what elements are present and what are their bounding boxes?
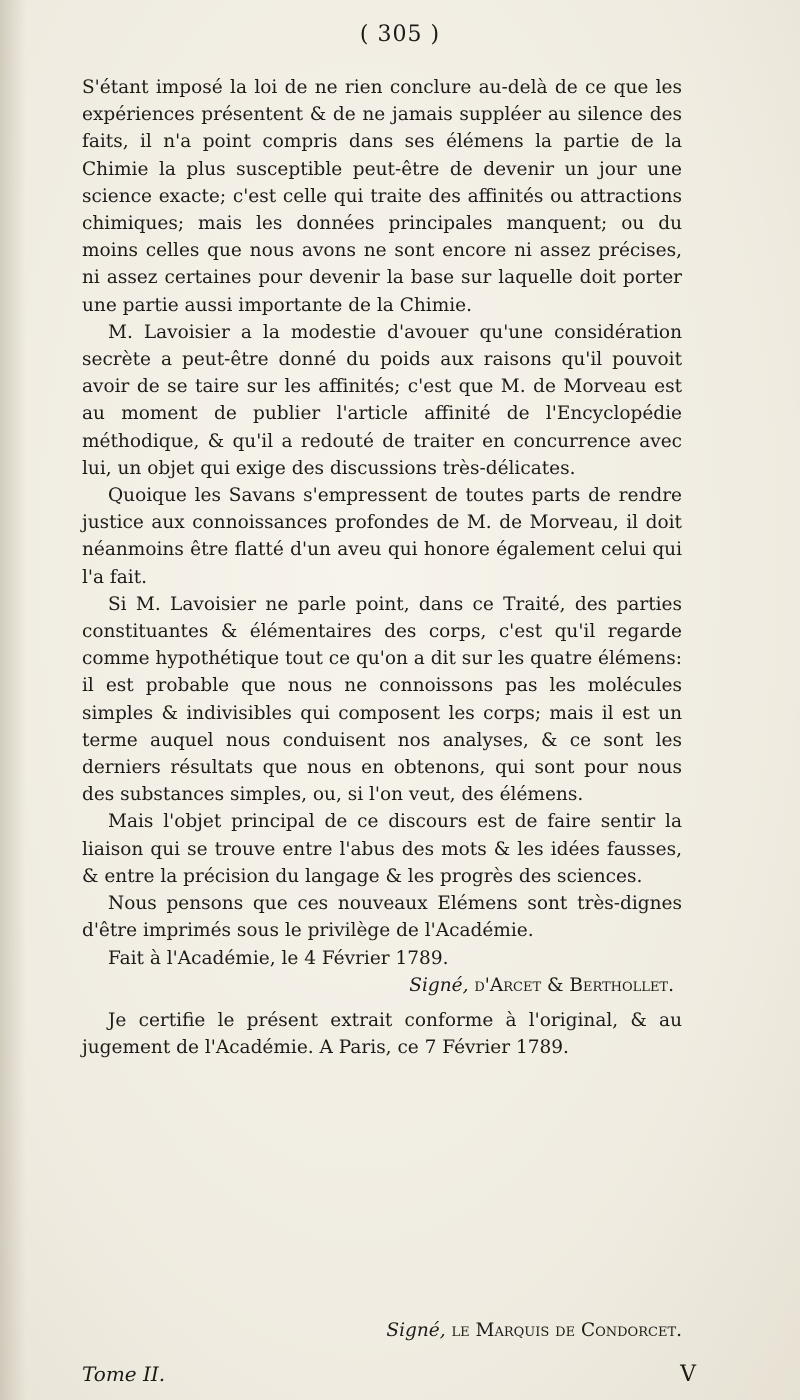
final-signature-label: Signé, bbox=[386, 1320, 446, 1341]
final-signature-name: le Marquis de Condorcet. bbox=[451, 1320, 682, 1341]
signed-by bbox=[82, 972, 682, 999]
page-number: ( 305 ) bbox=[359, 22, 441, 47]
paragraph-5: Mais l'objet principal de ce discours est de faire sentir la liaison qui se trouve entre l'abus des mots & les idées fausses, & entre la précision du langage & les progrès des sciences. bbox=[82, 811, 682, 887]
signer-names: d'Arcet & Berthollet. bbox=[474, 974, 674, 996]
paragraph-1: S'étant imposé la loi de ne rien conclure au-delà de ce que les expériences présentent & de ne jamais suppléer au silence des faits, il n'a point compris dans ses élémens la partie de la Chimie la plus susceptible peut-être de devenir un jour une science exacte; c'est celle qui traite des affinités ou attractions chimiques; mais les données principales manquent; ou du moins celles que nous avons ne sont encore ni assez précises, ni assez certaines pour devenir la base sur laquelle doit porter une partie aussi importante de la Chimie. bbox=[82, 77, 682, 316]
main-text bbox=[82, 74, 682, 1061]
certification: Je certifie le présent extrait conforme à l'original, & au jugement de l'Académie. A Paris, ce 7 Février 1789. bbox=[82, 1009, 682, 1059]
paragraph-6: Nous pensons que ces nouveaux Elémens sont très-dignes d'être imprimés sous le privilège de l'Académie. bbox=[82, 893, 682, 942]
volume-label: Tome II. bbox=[82, 1362, 166, 1386]
paragraph-3: Quoique les Savans s'empressent de toutes parts de rendre justice aux connoissances profondes de M. de Morveau, il doit néanmoins être flatté d'un aveu qui honore également celui qui l'a fait. bbox=[82, 485, 682, 588]
paragraph-4: Si M. Lavoisier ne parle point, dans ce Traité, des parties constituantes & élémentaires des corps, c'est qu'il regarde comme hypothétique tout ce qu'on a dit sur les quatre élémens: il est probable que nous ne connoissons pas les molécules simples & indivisibles qui composent les corps; mais il est un terme auquel nous conduisent nos analyses, & ce sont les derniers résultats que nous en obtenons, qui sont pour nous des substances simples, ou, si l'on veut, des élémens. bbox=[82, 593, 682, 806]
signature-mark: V bbox=[680, 1362, 696, 1387]
dateline: Fait à l'Académie, le 4 Février 1789. bbox=[108, 947, 449, 969]
paragraph-2: M. Lavoisier a la modestie d'avouer qu'une considération secrète a peut-être donné du poids aux raisons qu'il pouvoit avoir de se taire sur les affinités; c'est que M. de Morveau est au moment de publier l'article affinité de l'Encyclopédie méthodique, & qu'il a redouté de traiter en concurrence avec lui, un objet qui exige des discussions très-délicates. bbox=[82, 321, 682, 479]
signed-label: Signé, bbox=[409, 974, 469, 996]
final-signature bbox=[82, 1320, 682, 1341]
